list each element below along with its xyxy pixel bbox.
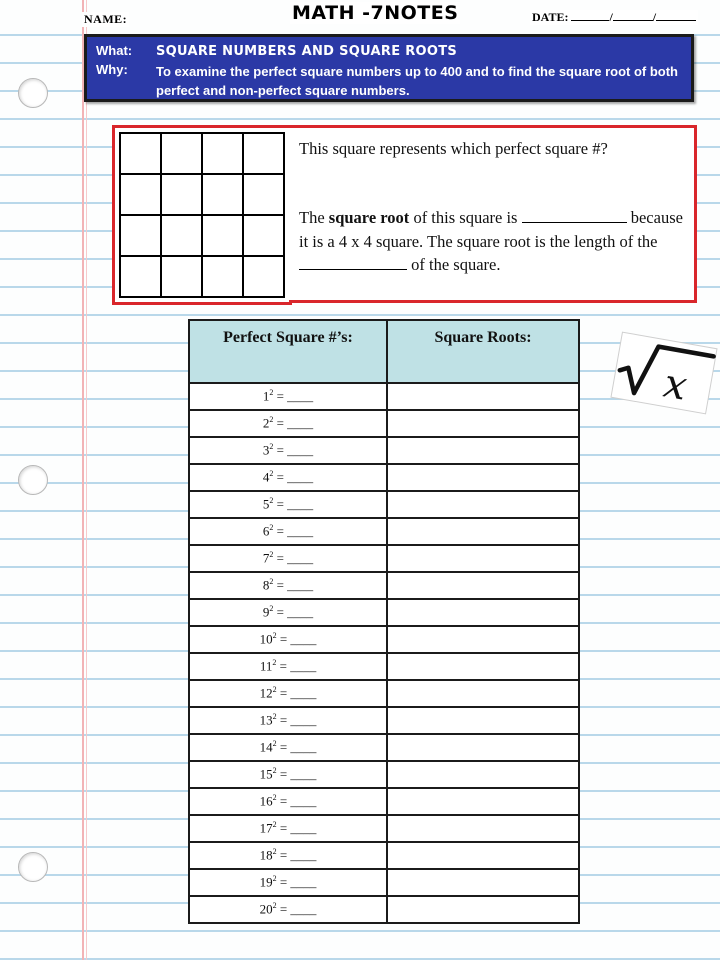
square-base: 20 (259, 901, 273, 917)
square-base: 13 (259, 712, 273, 728)
equals-sign: = (276, 658, 291, 674)
table-row (189, 437, 579, 464)
grid-cell (121, 257, 162, 298)
equals-sign: = (276, 847, 291, 863)
length-answer-blank[interactable] (299, 255, 407, 270)
page-title: MATH -7NOTES (292, 2, 459, 24)
square-answer-blank: ____ (287, 469, 314, 485)
perfect-square-cell[interactable] (189, 572, 387, 599)
equals-sign: = (276, 901, 291, 917)
square-root-cell[interactable] (387, 518, 579, 545)
square-root-cell[interactable] (387, 707, 579, 734)
square-root-cell[interactable] (387, 761, 579, 788)
square-base: 19 (259, 874, 273, 890)
square-exponent: 2 (272, 631, 277, 641)
square-base: 16 (259, 793, 273, 809)
square-base: 18 (259, 847, 273, 863)
square-base: 17 (259, 820, 273, 836)
table-row (189, 680, 579, 707)
what-label: What: (96, 43, 133, 58)
table-body (189, 383, 579, 923)
grid-cell (162, 257, 203, 298)
square-answer-blank: ____ (287, 496, 314, 512)
square-answer-blank: ____ (290, 793, 317, 809)
square-exponent: 2 (269, 415, 274, 425)
perfect-square-cell[interactable] (189, 761, 387, 788)
square-root-cell[interactable] (387, 815, 579, 842)
why-row (96, 62, 682, 100)
date-separator-2: / (652, 10, 657, 24)
grid-cell (121, 216, 162, 257)
binder-hole-middle (18, 465, 48, 495)
table-row (189, 410, 579, 437)
equals-sign: = (276, 739, 291, 755)
perfect-square-cell[interactable] (189, 437, 387, 464)
perfect-square-cell[interactable] (189, 815, 387, 842)
equals-sign: = (276, 874, 291, 890)
perfect-square-cell[interactable] (189, 464, 387, 491)
square-exponent: 2 (272, 739, 277, 749)
square-root-cell[interactable] (387, 491, 579, 518)
square-base: 5 (262, 496, 270, 512)
grid-cell (162, 134, 203, 175)
square-exponent: 2 (269, 496, 274, 506)
square-base: 7 (262, 550, 270, 566)
square-root-cell[interactable] (387, 410, 579, 437)
grid-cell (121, 134, 162, 175)
date-month-blank[interactable] (571, 10, 609, 21)
question-bold-term: square root (328, 208, 410, 227)
grid-cell (162, 216, 203, 257)
square-exponent: 2 (269, 388, 274, 398)
square-base: 14 (259, 739, 273, 755)
squares-table (188, 319, 580, 924)
table-row (189, 626, 579, 653)
square-root-cell[interactable] (387, 599, 579, 626)
grid-cell (244, 134, 285, 175)
square-exponent: 2 (272, 820, 277, 830)
table-row (189, 599, 579, 626)
equals-sign: = (276, 793, 291, 809)
table-row (189, 707, 579, 734)
square-base: 10 (259, 631, 273, 647)
square-answer-blank: ____ (287, 550, 314, 566)
square-answer-blank: ____ (290, 739, 317, 755)
date-separator-1: / (609, 10, 613, 24)
equals-sign: = (273, 496, 288, 512)
square-grid-frame (112, 125, 292, 305)
equals-sign: = (273, 523, 288, 539)
table-row (189, 383, 579, 410)
name-label: NAME: (84, 12, 128, 26)
objective-banner (84, 34, 694, 102)
square-root-cell[interactable] (387, 464, 579, 491)
margin-line (82, 0, 84, 960)
grid-cell (203, 216, 244, 257)
perfect-square-cell[interactable] (189, 842, 387, 869)
question-text-end: of the square. (407, 255, 501, 274)
question-text-mid: of this square is (409, 208, 518, 227)
table-row (189, 491, 579, 518)
square-exponent: 2 (272, 874, 277, 884)
square-root-cell[interactable] (387, 653, 579, 680)
equals-sign: = (273, 469, 288, 485)
square-answer-blank: ____ (287, 523, 314, 539)
header-perfect-square: Perfect Square #’s: (189, 320, 387, 383)
equals-sign: = (273, 415, 288, 431)
perfect-square-cell[interactable] (189, 491, 387, 518)
square-exponent: 2 (269, 604, 274, 614)
square-root-cell[interactable] (387, 383, 579, 410)
grid-cell (244, 216, 285, 257)
square-exponent: 2 (269, 550, 274, 560)
square-answer-blank: ____ (290, 847, 317, 863)
date-year-blank[interactable] (656, 10, 696, 21)
perfect-square-cell[interactable] (189, 734, 387, 761)
square-exponent: 2 (269, 469, 274, 479)
table-header-row (189, 320, 579, 383)
squares-table-wrap (188, 319, 580, 924)
perfect-square-cell[interactable] (189, 788, 387, 815)
table-row (189, 869, 579, 896)
square-exponent: 2 (269, 577, 274, 587)
equals-sign: = (273, 550, 288, 566)
question-text-start: The (299, 208, 329, 227)
equals-sign: = (276, 820, 291, 836)
question-perfect-square: This square represents which perfect square #? (299, 139, 608, 158)
sqrt-radicand-letter: x (660, 360, 691, 410)
square-base: 3 (262, 442, 270, 458)
equals-sign: = (273, 604, 288, 620)
square-exponent: 2 (272, 901, 277, 911)
table-row (189, 464, 579, 491)
square-answer-blank: ____ (290, 658, 317, 674)
perfect-square-cell[interactable] (189, 518, 387, 545)
margin-line-secondary (86, 0, 87, 960)
square-base: 2 (262, 415, 270, 431)
date-field (530, 10, 698, 25)
four-by-four-grid (119, 132, 285, 298)
binder-hole-bottom (18, 852, 48, 882)
square-exponent: 2 (272, 766, 277, 776)
question-square-root (299, 206, 687, 277)
square-base: 8 (262, 577, 270, 593)
square-root-cell[interactable] (387, 626, 579, 653)
grid-cell (121, 175, 162, 216)
question-text-reason: because it is a 4 x 4 square. The square root is the length of the (299, 208, 683, 251)
square-root-cell[interactable] (387, 869, 579, 896)
square-root-cell[interactable] (387, 572, 579, 599)
square-answer-blank: ____ (290, 766, 317, 782)
square-answer-blank: ____ (290, 685, 317, 701)
header-square-roots: Square Roots: (387, 320, 579, 383)
perfect-square-cell[interactable] (189, 653, 387, 680)
grid-cell (203, 257, 244, 298)
square-root-cell[interactable] (387, 896, 579, 923)
equals-sign: = (273, 577, 288, 593)
equals-sign: = (276, 712, 291, 728)
square-exponent: 2 (269, 442, 274, 452)
table-row (189, 761, 579, 788)
date-label: DATE: (532, 10, 569, 24)
equals-sign: = (273, 388, 288, 404)
square-root-cell[interactable] (387, 734, 579, 761)
grid-cell (203, 175, 244, 216)
binder-hole-top (18, 78, 48, 108)
square-answer-blank: ____ (287, 388, 314, 404)
table-row (189, 545, 579, 572)
square-base: 4 (262, 469, 270, 485)
equals-sign: = (276, 631, 291, 647)
square-exponent: 2 (272, 847, 277, 857)
square-answer-blank: ____ (287, 577, 314, 593)
square-root-cell[interactable] (387, 545, 579, 572)
perfect-square-cell[interactable] (189, 410, 387, 437)
why-label: Why: (96, 62, 128, 77)
square-answer-blank: ____ (290, 631, 317, 647)
square-root-answer-blank[interactable] (522, 208, 627, 223)
square-exponent: 2 (272, 685, 277, 695)
what-row (96, 43, 457, 59)
equals-sign: = (273, 442, 288, 458)
table-row (189, 572, 579, 599)
square-answer-blank: ____ (290, 901, 317, 917)
perfect-square-cell[interactable] (189, 680, 387, 707)
table-row (189, 518, 579, 545)
table-row (189, 815, 579, 842)
square-exponent: 2 (272, 793, 277, 803)
grid-cell (162, 175, 203, 216)
perfect-square-cell[interactable] (189, 626, 387, 653)
square-answer-blank: ____ (290, 874, 317, 890)
square-base: 11 (259, 658, 273, 674)
square-exponent: 2 (269, 523, 274, 533)
square-answer-blank: ____ (290, 820, 317, 836)
table-row (189, 788, 579, 815)
square-root-cell[interactable] (387, 788, 579, 815)
grid-cell (203, 134, 244, 175)
square-answer-blank: ____ (287, 442, 314, 458)
perfect-square-cell[interactable] (189, 869, 387, 896)
grid-cell (244, 175, 285, 216)
square-base: 6 (262, 523, 270, 539)
square-root-cell[interactable] (387, 437, 579, 464)
perfect-square-cell[interactable] (189, 896, 387, 923)
square-base: 9 (262, 604, 270, 620)
table-row (189, 734, 579, 761)
table-row (189, 896, 579, 923)
question-box (289, 125, 697, 303)
perfect-square-cell[interactable] (189, 383, 387, 410)
equals-sign: = (276, 766, 291, 782)
square-base: 15 (259, 766, 273, 782)
perfect-square-cell[interactable] (189, 599, 387, 626)
table-row (189, 842, 579, 869)
why-text: To examine the perfect square numbers up to 400 and to find the square root of both perfect and non-perfect square numbers. (156, 64, 678, 98)
square-base: 12 (259, 685, 273, 701)
perfect-square-cell[interactable] (189, 707, 387, 734)
square-exponent: 2 (272, 712, 277, 722)
what-text: SQUARE NUMBERS AND SQUARE ROOTS (156, 44, 458, 59)
square-base: 1 (262, 388, 270, 404)
square-answer-blank: ____ (287, 604, 314, 620)
square-answer-blank: ____ (290, 712, 317, 728)
square-answer-blank: ____ (287, 415, 314, 431)
table-row (189, 653, 579, 680)
equals-sign: = (276, 685, 291, 701)
square-root-cell[interactable] (387, 680, 579, 707)
grid-cell (244, 257, 285, 298)
perfect-square-cell[interactable] (189, 545, 387, 572)
square-root-cell[interactable] (387, 842, 579, 869)
date-day-blank[interactable] (613, 10, 653, 21)
square-exponent: 2 (272, 658, 277, 668)
